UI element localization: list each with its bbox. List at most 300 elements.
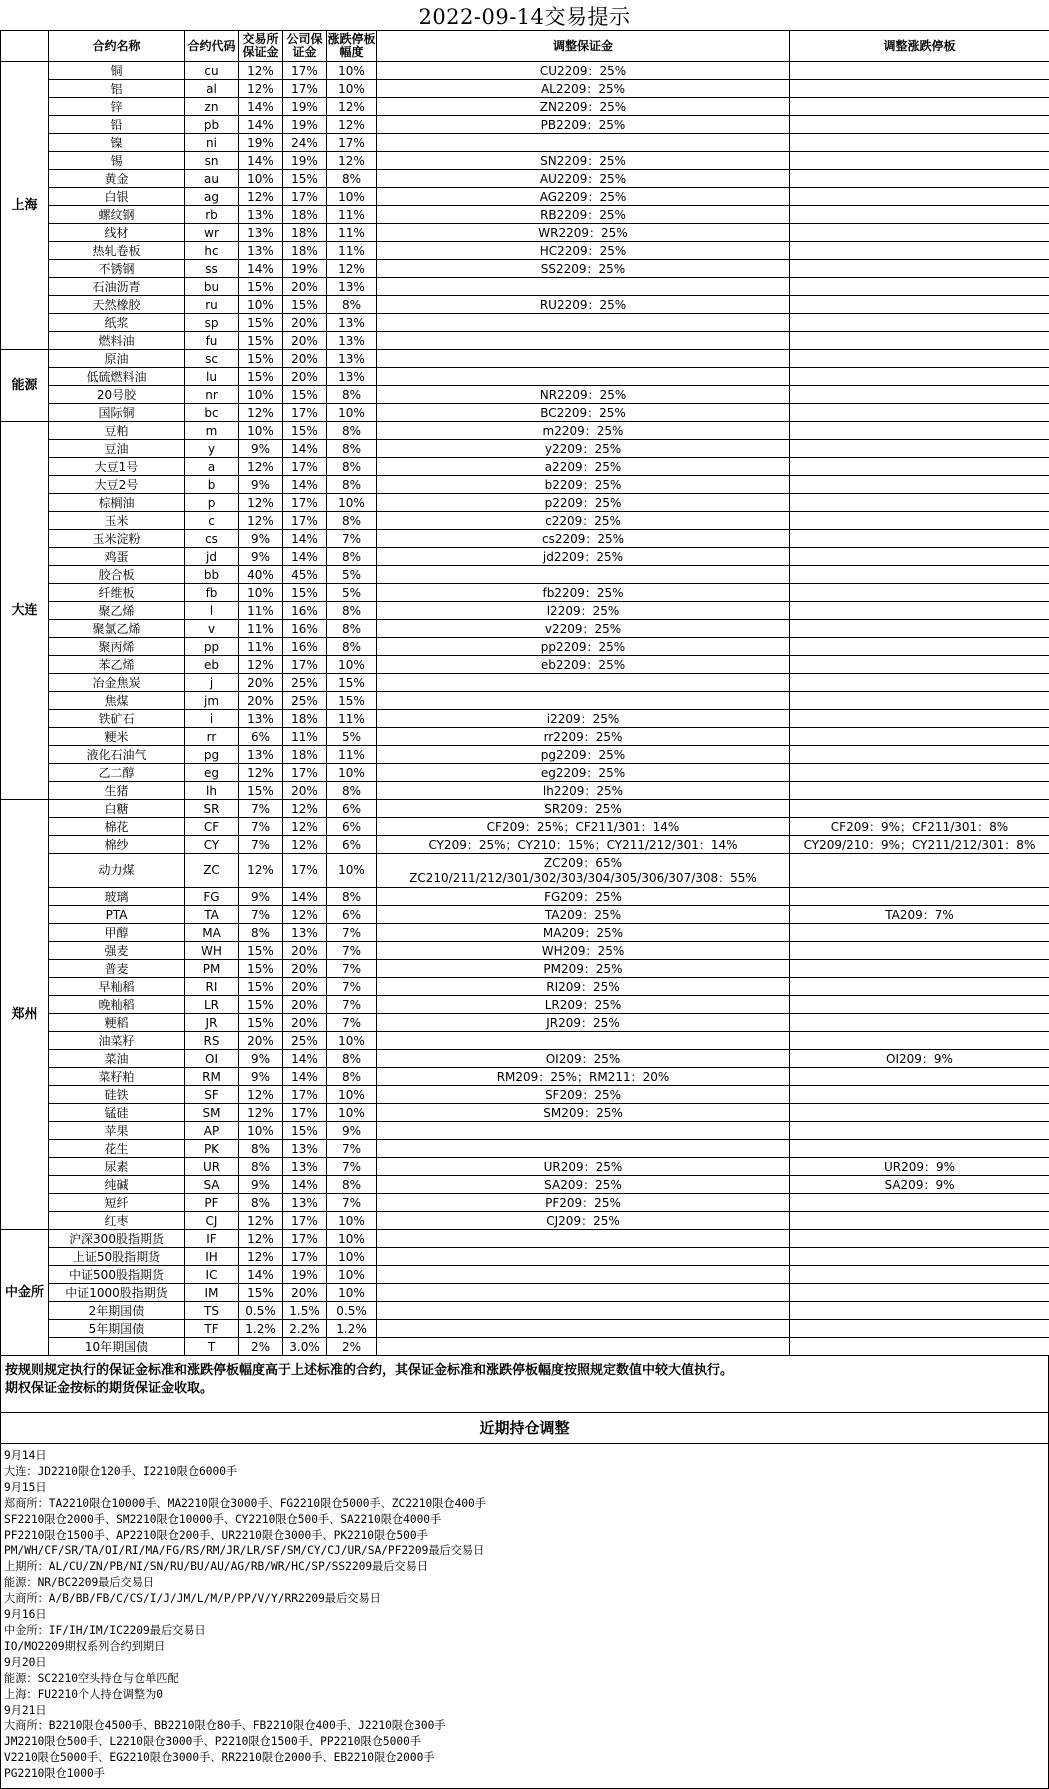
price-limit: 8% xyxy=(327,422,377,440)
adjusted-margin: CF209：25%；CF211/301：14% xyxy=(377,818,790,836)
table-row xyxy=(1,62,1049,80)
table-row xyxy=(1,1176,1049,1194)
adjusted-limit: TA209：7% xyxy=(790,906,1049,924)
adjusted-limit xyxy=(790,386,1049,404)
table-row xyxy=(1,1284,1049,1302)
adjusted-margin: WH209：25% xyxy=(377,942,790,960)
adjusted-margin: BC2209：25% xyxy=(377,404,790,422)
table-row xyxy=(1,638,1049,656)
company-margin: 12% xyxy=(283,836,327,854)
contract-code: FG xyxy=(185,888,239,906)
table-row xyxy=(1,368,1049,386)
company-margin: 17% xyxy=(283,764,327,782)
contract-code: AP xyxy=(185,1122,239,1140)
price-limit: 2% xyxy=(327,1338,377,1356)
contract-name: 玻璃 xyxy=(49,888,185,906)
adjusted-margin xyxy=(377,1248,790,1266)
price-limit: 8% xyxy=(327,296,377,314)
company-margin: 13% xyxy=(283,1158,327,1176)
adjusted-limit xyxy=(790,602,1049,620)
company-margin: 12% xyxy=(283,818,327,836)
table-row xyxy=(1,1032,1049,1050)
exchange-margin: 10% xyxy=(239,386,283,404)
price-limit: 13% xyxy=(327,350,377,368)
contract-name: 强麦 xyxy=(49,942,185,960)
adjusted-limit xyxy=(790,960,1049,978)
adjusted-margin: eb2209：25% xyxy=(377,656,790,674)
company-margin: 14% xyxy=(283,530,327,548)
adjusted-margin: HC2209：25% xyxy=(377,242,790,260)
exchange-margin: 11% xyxy=(239,638,283,656)
adjusted-margin-line: ZC210/211/212/301/302/303/304/305/306/307/308：55% xyxy=(377,871,789,886)
contract-code: T xyxy=(185,1338,239,1356)
price-limit: 8% xyxy=(327,638,377,656)
contract-code: SF xyxy=(185,1086,239,1104)
exchange-margin: 12% xyxy=(239,1230,283,1248)
exchange-margin: 12% xyxy=(239,854,283,888)
price-limit: 10% xyxy=(327,1266,377,1284)
contract-name: 原油 xyxy=(49,350,185,368)
adjusted-limit xyxy=(790,422,1049,440)
contract-code: lu xyxy=(185,368,239,386)
table-row xyxy=(1,260,1049,278)
contract-code: cs xyxy=(185,530,239,548)
contract-name: 棉纱 xyxy=(49,836,185,854)
price-limit: 7% xyxy=(327,960,377,978)
position-line: 上期所：AL/CU/ZN/PB/NI/SN/RU/BU/AU/AG/RB/WR/HC/SP/SS2209最后交易日 xyxy=(4,1559,1044,1575)
table-row xyxy=(1,764,1049,782)
company-margin: 17% xyxy=(283,494,327,512)
exchange-margin: 15% xyxy=(239,368,283,386)
contract-name: 苯乙烯 xyxy=(49,656,185,674)
company-margin: 15% xyxy=(283,296,327,314)
company-margin: 17% xyxy=(283,80,327,98)
table-row xyxy=(1,728,1049,746)
contract-name: 5年期国债 xyxy=(49,1320,185,1338)
adjusted-limit: OI209：9% xyxy=(790,1050,1049,1068)
price-limit: 8% xyxy=(327,1176,377,1194)
price-limit: 11% xyxy=(327,242,377,260)
company-margin: 20% xyxy=(283,782,327,800)
adjusted-limit xyxy=(790,368,1049,386)
adjusted-margin: SM209：25% xyxy=(377,1104,790,1122)
price-limit: 10% xyxy=(327,494,377,512)
contract-name: 液化石油气 xyxy=(49,746,185,764)
exchange-margin: 14% xyxy=(239,152,283,170)
table-row xyxy=(1,332,1049,350)
contract-name: 聚乙烯 xyxy=(49,602,185,620)
contract-code: zn xyxy=(185,98,239,116)
contract-name: 铅 xyxy=(49,116,185,134)
company-margin: 24% xyxy=(283,134,327,152)
exchange-margin: 2% xyxy=(239,1338,283,1356)
table-row xyxy=(1,494,1049,512)
adjusted-limit xyxy=(790,942,1049,960)
contract-code: v xyxy=(185,620,239,638)
company-margin: 17% xyxy=(283,62,327,80)
adjusted-margin: NR2209：25% xyxy=(377,386,790,404)
table-row xyxy=(1,530,1049,548)
adjusted-limit xyxy=(790,440,1049,458)
contract-code: TA xyxy=(185,906,239,924)
adjusted-limit xyxy=(790,710,1049,728)
table-row xyxy=(1,1248,1049,1266)
price-limit: 10% xyxy=(327,1086,377,1104)
adjusted-limit xyxy=(790,260,1049,278)
contract-code: RI xyxy=(185,978,239,996)
price-limit: 10% xyxy=(327,62,377,80)
exchange-margin: 9% xyxy=(239,530,283,548)
contract-code: bc xyxy=(185,404,239,422)
contract-name: 沪深300股指期货 xyxy=(49,1230,185,1248)
company-margin: 25% xyxy=(283,674,327,692)
contract-code: wr xyxy=(185,224,239,242)
adjusted-limit xyxy=(790,1140,1049,1158)
adjusted-limit xyxy=(790,1212,1049,1230)
company-margin: 18% xyxy=(283,710,327,728)
table-row xyxy=(1,386,1049,404)
position-date: 9月21日 xyxy=(4,1703,1044,1719)
table-row xyxy=(1,1302,1049,1320)
contract-name: 黄金 xyxy=(49,170,185,188)
table-row xyxy=(1,314,1049,332)
adjusted-margin: y2209：25% xyxy=(377,440,790,458)
price-limit: 7% xyxy=(327,1194,377,1212)
exchange-margin: 10% xyxy=(239,1122,283,1140)
adjusted-margin: OI209：25% xyxy=(377,1050,790,1068)
contract-name: 粳米 xyxy=(49,728,185,746)
exchange-margin: 40% xyxy=(239,566,283,584)
exchange-margin: 20% xyxy=(239,692,283,710)
margin-table xyxy=(0,30,1049,1356)
adjusted-limit xyxy=(790,854,1049,888)
contract-name: 2年期国债 xyxy=(49,1302,185,1320)
table-row xyxy=(1,656,1049,674)
exchange-margin: 8% xyxy=(239,924,283,942)
contract-name: 铜 xyxy=(49,62,185,80)
price-limit: 7% xyxy=(327,530,377,548)
adjusted-limit xyxy=(790,296,1049,314)
company-margin: 17% xyxy=(283,1086,327,1104)
contract-code: bb xyxy=(185,566,239,584)
position-line: 中金所：IF/IH/IM/IC2209最后交易日 xyxy=(4,1623,1044,1639)
price-limit: 7% xyxy=(327,1014,377,1032)
table-row xyxy=(1,224,1049,242)
company-margin: 12% xyxy=(283,800,327,818)
contract-name: 10年期国债 xyxy=(49,1338,185,1356)
position-line: 大连：JD2210限仓120手、I2210限仓6000手 xyxy=(4,1464,1044,1480)
contract-name: 低硫燃料油 xyxy=(49,368,185,386)
price-limit: 6% xyxy=(327,836,377,854)
table-row xyxy=(1,620,1049,638)
table-row xyxy=(1,1212,1049,1230)
company-margin: 19% xyxy=(283,98,327,116)
adjusted-margin: SA209：25% xyxy=(377,1176,790,1194)
header-exchange-margin: 交易所保证金 xyxy=(239,31,283,62)
contract-code: y xyxy=(185,440,239,458)
price-limit: 8% xyxy=(327,1050,377,1068)
price-limit: 8% xyxy=(327,782,377,800)
contract-code: i xyxy=(185,710,239,728)
adjusted-margin: p2209：25% xyxy=(377,494,790,512)
contract-code: PK xyxy=(185,1140,239,1158)
company-margin: 19% xyxy=(283,1266,327,1284)
table-row xyxy=(1,440,1049,458)
contract-code: IC xyxy=(185,1266,239,1284)
table-row xyxy=(1,206,1049,224)
contract-name: 天然橡胶 xyxy=(49,296,185,314)
contract-code: CF xyxy=(185,818,239,836)
adjusted-margin xyxy=(377,368,790,386)
price-limit: 8% xyxy=(327,440,377,458)
table-row xyxy=(1,996,1049,1014)
contract-code: rb xyxy=(185,206,239,224)
price-limit: 11% xyxy=(327,206,377,224)
position-adjust-title: 近期持仓调整 xyxy=(0,1412,1049,1444)
contract-code: ag xyxy=(185,188,239,206)
adjusted-limit xyxy=(790,314,1049,332)
table-row xyxy=(1,1140,1049,1158)
adjusted-margin: i2209：25% xyxy=(377,710,790,728)
position-adjust-list xyxy=(0,1444,1049,1789)
exchange-margin: 20% xyxy=(239,674,283,692)
contract-name: 大豆1号 xyxy=(49,458,185,476)
position-line: 大商所：A/B/BB/FB/C/CS/I/J/JM/L/M/P/PP/V/Y/RR2209最后交易日 xyxy=(4,1591,1044,1607)
contract-code: OI xyxy=(185,1050,239,1068)
contract-code: eb xyxy=(185,656,239,674)
price-limit: 7% xyxy=(327,996,377,1014)
table-row xyxy=(1,476,1049,494)
contract-name: 菜籽粕 xyxy=(49,1068,185,1086)
adjusted-margin: SS2209：25% xyxy=(377,260,790,278)
company-margin: 18% xyxy=(283,224,327,242)
contract-name: 短纤 xyxy=(49,1194,185,1212)
adjusted-limit xyxy=(790,206,1049,224)
adjusted-margin xyxy=(377,350,790,368)
adjusted-limit xyxy=(790,242,1049,260)
company-margin: 14% xyxy=(283,1050,327,1068)
price-limit: 8% xyxy=(327,476,377,494)
exchange-margin: 9% xyxy=(239,1050,283,1068)
company-margin: 20% xyxy=(283,1014,327,1032)
contract-code: IH xyxy=(185,1248,239,1266)
exchange-margin: 12% xyxy=(239,1086,283,1104)
adjusted-margin xyxy=(377,1230,790,1248)
table-row xyxy=(1,1086,1049,1104)
price-limit: 15% xyxy=(327,692,377,710)
contract-name: 焦煤 xyxy=(49,692,185,710)
contract-name: 锡 xyxy=(49,152,185,170)
exchange-margin: 12% xyxy=(239,458,283,476)
exchange-margin: 12% xyxy=(239,1212,283,1230)
contract-name: 晚籼稻 xyxy=(49,996,185,1014)
price-limit: 7% xyxy=(327,1158,377,1176)
table-row xyxy=(1,746,1049,764)
table-row xyxy=(1,888,1049,906)
adjusted-margin xyxy=(377,314,790,332)
contract-name: 锰硅 xyxy=(49,1104,185,1122)
company-margin: 17% xyxy=(283,854,327,888)
adjusted-limit xyxy=(790,188,1049,206)
position-line: 上海：FU2210个人持仓调整为0 xyxy=(4,1687,1044,1703)
company-margin: 13% xyxy=(283,1194,327,1212)
adjusted-limit xyxy=(790,548,1049,566)
adjusted-limit xyxy=(790,512,1049,530)
contract-code: jm xyxy=(185,692,239,710)
contract-code: SR xyxy=(185,800,239,818)
adjusted-limit xyxy=(790,674,1049,692)
table-row xyxy=(1,782,1049,800)
adjusted-limit xyxy=(790,692,1049,710)
price-limit: 10% xyxy=(327,1032,377,1050)
adjusted-limit xyxy=(790,116,1049,134)
company-margin: 18% xyxy=(283,746,327,764)
company-margin: 20% xyxy=(283,1284,327,1302)
exchange-margin: 0.5% xyxy=(239,1302,283,1320)
exchange-margin: 6% xyxy=(239,728,283,746)
exchange-margin: 11% xyxy=(239,602,283,620)
adjusted-margin: PF209：25% xyxy=(377,1194,790,1212)
company-margin: 17% xyxy=(283,1104,327,1122)
price-limit: 10% xyxy=(327,404,377,422)
exchange-cell: 郑州 xyxy=(1,800,49,1230)
adjusted-margin: jd2209：25% xyxy=(377,548,790,566)
price-limit: 8% xyxy=(327,458,377,476)
position-line: 能源：NR/BC2209最后交易日 xyxy=(4,1575,1044,1591)
table-row xyxy=(1,1320,1049,1338)
adjusted-margin: RB2209：25% xyxy=(377,206,790,224)
table-row xyxy=(1,602,1049,620)
contract-code: sc xyxy=(185,350,239,368)
company-margin: 18% xyxy=(283,242,327,260)
adjusted-margin: lh2209：25% xyxy=(377,782,790,800)
price-limit: 10% xyxy=(327,1248,377,1266)
header-blank xyxy=(1,31,49,62)
exchange-margin: 9% xyxy=(239,548,283,566)
table-row xyxy=(1,836,1049,854)
price-limit: 10% xyxy=(327,1230,377,1248)
adjusted-margin: m2209：25% xyxy=(377,422,790,440)
exchange-margin: 12% xyxy=(239,512,283,530)
table-row xyxy=(1,512,1049,530)
exchange-margin: 12% xyxy=(239,656,283,674)
company-margin: 14% xyxy=(283,476,327,494)
adjusted-limit xyxy=(790,1032,1049,1050)
adjusted-margin xyxy=(377,1032,790,1050)
contract-code: b xyxy=(185,476,239,494)
contract-name: 甲醇 xyxy=(49,924,185,942)
table-row xyxy=(1,674,1049,692)
adjusted-margin: pg2209：25% xyxy=(377,746,790,764)
adjusted-limit xyxy=(790,1230,1049,1248)
price-limit: 7% xyxy=(327,924,377,942)
adjusted-margin xyxy=(377,854,790,888)
contract-name: 螺纹钢 xyxy=(49,206,185,224)
adjusted-limit xyxy=(790,530,1049,548)
company-margin: 20% xyxy=(283,996,327,1014)
adjusted-margin: TA209：25% xyxy=(377,906,790,924)
company-margin: 14% xyxy=(283,1068,327,1086)
contract-name: 大豆2号 xyxy=(49,476,185,494)
position-line: 大商所：B2210限仓4500手、BB2210限仓80手、FB2210限仓400手、J2210限仓300手 xyxy=(4,1718,1044,1734)
adjusted-margin: UR209：25% xyxy=(377,1158,790,1176)
company-margin: 14% xyxy=(283,888,327,906)
contract-code: lh xyxy=(185,782,239,800)
table-row xyxy=(1,1122,1049,1140)
contract-code: JR xyxy=(185,1014,239,1032)
contract-name: 玉米淀粉 xyxy=(49,530,185,548)
company-margin: 25% xyxy=(283,692,327,710)
adjusted-limit xyxy=(790,152,1049,170)
price-limit: 8% xyxy=(327,620,377,638)
contract-name: 乙二醇 xyxy=(49,764,185,782)
contract-name: 燃料油 xyxy=(49,332,185,350)
adjusted-limit xyxy=(790,1014,1049,1032)
table-row xyxy=(1,134,1049,152)
contract-name: 中证500股指期货 xyxy=(49,1266,185,1284)
table-row xyxy=(1,1104,1049,1122)
contract-code: nr xyxy=(185,386,239,404)
table-row xyxy=(1,188,1049,206)
contract-name: 镍 xyxy=(49,134,185,152)
contract-code: jd xyxy=(185,548,239,566)
price-limit: 8% xyxy=(327,1068,377,1086)
adjusted-limit xyxy=(790,1104,1049,1122)
adjusted-margin: rr2209：25% xyxy=(377,728,790,746)
contract-name: 聚丙烯 xyxy=(49,638,185,656)
exchange-margin: 14% xyxy=(239,260,283,278)
adjusted-limit xyxy=(790,1320,1049,1338)
table-row xyxy=(1,296,1049,314)
company-margin: 1.5% xyxy=(283,1302,327,1320)
adjusted-margin: SF209：25% xyxy=(377,1086,790,1104)
exchange-margin: 8% xyxy=(239,1158,283,1176)
adjusted-limit xyxy=(790,1122,1049,1140)
exchange-margin: 9% xyxy=(239,476,283,494)
contract-name: 粳稻 xyxy=(49,1014,185,1032)
table-row xyxy=(1,978,1049,996)
adjusted-margin: LR209：25% xyxy=(377,996,790,1014)
company-margin: 17% xyxy=(283,1230,327,1248)
contract-name: 棉花 xyxy=(49,818,185,836)
exchange-margin: 15% xyxy=(239,350,283,368)
adjusted-limit xyxy=(790,494,1049,512)
adjusted-margin: FG209：25% xyxy=(377,888,790,906)
company-margin: 15% xyxy=(283,584,327,602)
adjusted-margin xyxy=(377,1122,790,1140)
table-header xyxy=(1,31,1049,62)
adjusted-limit xyxy=(790,404,1049,422)
contract-code: bu xyxy=(185,278,239,296)
exchange-margin: 10% xyxy=(239,422,283,440)
company-margin: 15% xyxy=(283,386,327,404)
adjusted-limit xyxy=(790,350,1049,368)
adjusted-limit xyxy=(790,1302,1049,1320)
price-limit: 13% xyxy=(327,368,377,386)
contract-name: 上证50股指期货 xyxy=(49,1248,185,1266)
adjusted-margin xyxy=(377,1338,790,1356)
price-limit: 8% xyxy=(327,548,377,566)
exchange-margin: 9% xyxy=(239,888,283,906)
exchange-margin: 13% xyxy=(239,710,283,728)
contract-code: sp xyxy=(185,314,239,332)
exchange-margin: 7% xyxy=(239,800,283,818)
adjusted-limit xyxy=(790,98,1049,116)
contract-name: 硅铁 xyxy=(49,1086,185,1104)
contract-name: 棕榈油 xyxy=(49,494,185,512)
table-row xyxy=(1,242,1049,260)
exchange-margin: 13% xyxy=(239,224,283,242)
